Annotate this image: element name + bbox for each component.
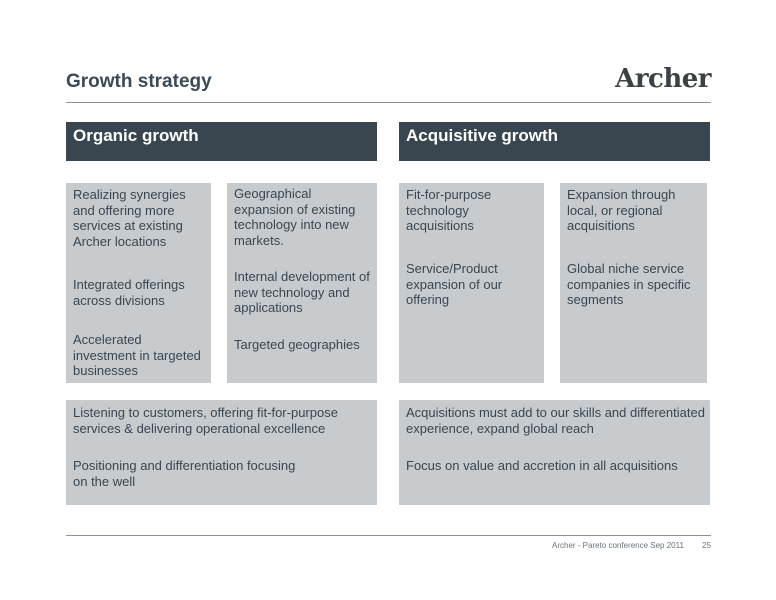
acquisitive-box-2: [560, 183, 707, 383]
organic-bottom-item: Positioning and differentiation focusing on the well: [73, 458, 296, 489]
organic-box-2: [227, 183, 377, 383]
organic-box-2-item: Targeted geographies: [234, 337, 360, 352]
footer-text: Archer - Pareto conference Sep 2011: [552, 541, 684, 550]
acquisitive-box-1-item: Fit-for-purpose technology acquisitions: [406, 187, 492, 233]
acquisitive-box-2-item: Expansion through local, or regional acquisitions: [567, 187, 676, 233]
organic-box-1-item: Accelerated investment in targeted businesses: [73, 332, 201, 378]
organic-box-1: [66, 183, 211, 383]
acquisitive-box-1: [399, 183, 544, 383]
top-divider: [66, 102, 711, 103]
organic-box-1-item: Integrated offerings across divisions: [73, 277, 185, 308]
acquisitive-bottom-box: [399, 400, 710, 505]
page-title: Growth strategy: [66, 71, 212, 92]
organic-growth-header: Organic growth: [66, 122, 377, 161]
acquisitive-box-2-item: Global niche service companies in specific segments: [567, 261, 691, 307]
organic-box-2-item: Geographical expansion of existing technology into new markets.: [234, 186, 356, 248]
organic-box-2-item: Internal development of new technology and applications: [234, 269, 370, 315]
archer-logo: Archer: [615, 64, 711, 94]
acquisitive-box-1-item: Service/Product expansion of our offering: [406, 261, 503, 307]
acquisitive-growth-header: Acquisitive growth: [399, 122, 710, 161]
page-number: 25: [702, 541, 711, 550]
acquisitive-bottom-item: Acquisitions must add to our skills and differentiated experience, expand global reach: [406, 405, 705, 436]
bottom-divider: [66, 535, 711, 536]
acquisitive-bottom-item: Focus on value and accretion in all acquisitions: [406, 458, 678, 473]
organic-bottom-box: [66, 400, 377, 505]
organic-bottom-item: Listening to customers, offering fit-for-purpose services & delivering operational excellence: [73, 405, 338, 436]
organic-box-1-item: Realizing synergies and offering more services at existing Archer locations: [73, 187, 186, 249]
